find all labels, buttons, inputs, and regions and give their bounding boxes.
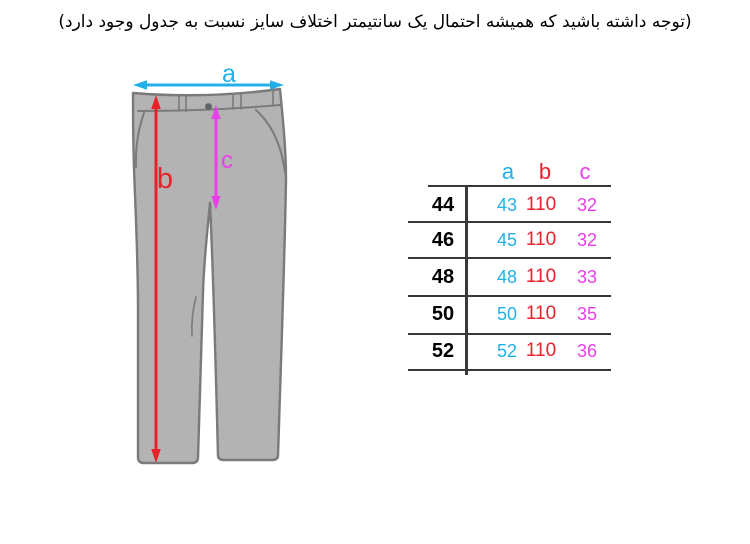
- cell-b: 110: [525, 303, 557, 324]
- cell-b: 110: [525, 340, 557, 361]
- table-row: [405, 222, 620, 258]
- table-header-c: c: [579, 159, 591, 184]
- table-header-a: a: [501, 159, 515, 184]
- cell-c: 32: [576, 230, 598, 250]
- cell-a: 43: [496, 195, 518, 215]
- cell-size: 48: [431, 266, 455, 288]
- cell-size: 50: [431, 303, 455, 325]
- cell-c: 35: [576, 304, 598, 324]
- cell-c: 36: [576, 341, 598, 361]
- cell-c: 32: [576, 195, 598, 215]
- table-row: [405, 187, 620, 223]
- table-row: [405, 259, 620, 295]
- cell-a: 50: [496, 304, 518, 324]
- size-table: [405, 158, 620, 383]
- waist-button-icon: [205, 103, 212, 110]
- measure-label-b: b: [156, 163, 174, 195]
- table-row: [405, 296, 620, 332]
- table-header-row: [405, 158, 620, 186]
- cell-a: 52: [496, 341, 518, 361]
- table-header-b: b: [538, 159, 552, 184]
- cell-b: 110: [525, 194, 557, 215]
- table-row: [405, 333, 620, 369]
- note-text: (توجه داشته باشید که همیشه احتمال یک سانتیمتر اختلاف سایز نسبت به جدول وجود دارد): [58, 12, 692, 32]
- cell-size: 46: [431, 229, 455, 251]
- cell-c: 33: [576, 267, 598, 287]
- cell-b: 110: [525, 229, 557, 250]
- cell-b: 110: [525, 266, 557, 287]
- measure-arrow-a: [133, 60, 284, 90]
- cell-a: 48: [496, 267, 518, 287]
- cell-a: 45: [496, 230, 518, 250]
- pants-diagram: [95, 60, 325, 485]
- cell-size: 44: [431, 194, 455, 216]
- cell-size: 52: [431, 340, 455, 362]
- measure-label-c: c: [221, 147, 233, 174]
- measure-label-a: a: [222, 60, 236, 88]
- table-divider: [408, 369, 611, 371]
